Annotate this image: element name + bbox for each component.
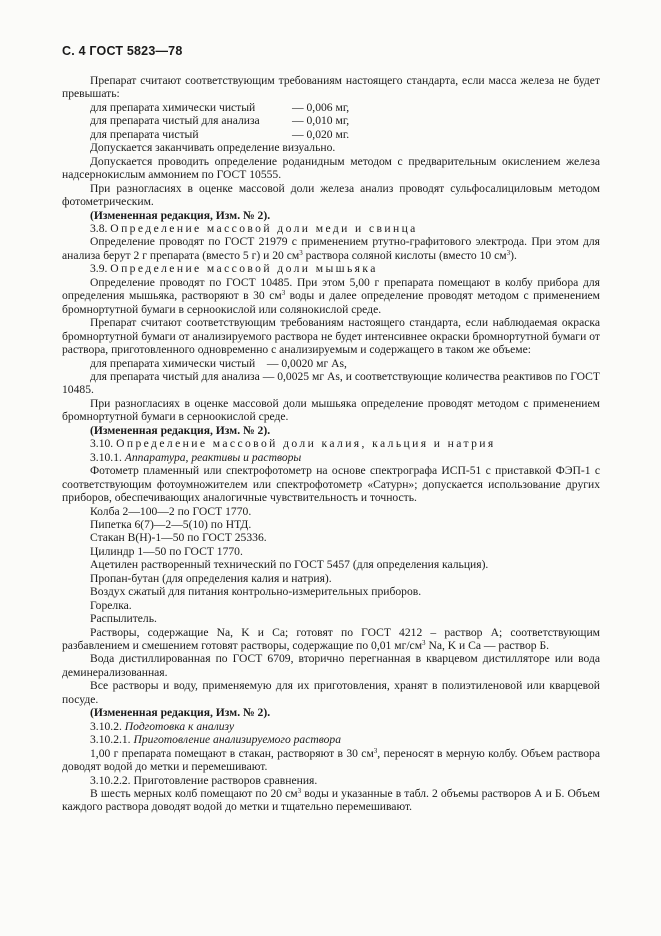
list-item: Стакан В(Н)-1—50 по ГОСТ 25336. bbox=[90, 531, 267, 545]
paragraph: Препарат считают соответствующим требованиям настоящего стандарта, если масса железа не будет превышать: bbox=[62, 74, 600, 101]
list-item: Ацетилен растворенный технический по ГОСТ 5457 (для определения кальция). bbox=[90, 558, 489, 572]
paragraph: При разногласиях в оценке массовой доли железа анализ проводят сульфосалициловым методом фотометрическим. bbox=[62, 181, 600, 209]
subsection-heading: 3.10.2.2. Приготовление растворов сравнения. bbox=[90, 773, 318, 787]
page-header: С. 4 ГОСТ 5823—78 bbox=[62, 44, 183, 58]
edition-note: (Измененная редакция, Изм. № 2). bbox=[90, 208, 271, 222]
list-item: Цилиндр 1—50 по ГОСТ 1770. bbox=[90, 544, 243, 558]
list-item: Распылитель. bbox=[90, 612, 157, 626]
section-heading: 3.10. Определение массовой доли калия, кальция и натрия bbox=[90, 437, 496, 451]
paragraph: для препарата чистый для анализа — 0,0025 мг As, и соответствующие количества реактивов по ГОСТ 10485. bbox=[62, 369, 600, 397]
paragraph: Растворы, содержащие Na, K и Ca; готовят по ГОСТ 4212 – раствор А; соответствующим разбавлением и смешением готовят растворы, содержащие по 0,01 $мг/см^3$ Na, K и Ca — раствор Б. bbox=[62, 625, 600, 653]
paragraph: В шесть мерных колб помещают по 20 $см^3$ воды и указанные в табл. 2 объемы растворов А и Б. Объем каждого раствора доводят водой до метки и тщательно перемешивают. bbox=[62, 787, 600, 814]
list-item: Пипетка 6(7)—2—5(10) по НТД. bbox=[90, 517, 252, 531]
paragraph: При разногласиях в оценке массовой доли мышьяка определение проводят методом с применением бромнортутной бумаги в серноокислой среде. bbox=[62, 396, 600, 424]
limit-row: для препарата химически чистый — 0,006 мг, bbox=[90, 100, 350, 114]
list-item: Воздух сжатый для питания контрольно-измерительных приборов. bbox=[90, 585, 422, 599]
limit-row: для препарата чистый для анализа — 0,010 мг, bbox=[90, 114, 350, 128]
section-heading: 3.9. Определение массовой доли мышьяка bbox=[90, 262, 378, 276]
paragraph: Определение проводят по ГОСТ 21979 с применением ртутно-графитового электрода. При этом для анализа берут 2 г препарата (вместо 5 г) и 20 $см^3$ раствора соляной кислоты (вместо 10 $см^3$). bbox=[62, 235, 600, 262]
paragraph: Определение проводят по ГОСТ 10485. При этом 5,00 г препарата помещают в колбу прибора для определения мышьяка, растворяют в 30 $см^3$ воды и далее определение проводят методом с применением бромнортутной бумаги в серноокислой или солянокислой среде. bbox=[62, 275, 601, 316]
paragraph: Препарат считают соответствующим требованиям настоящего стандарта, если наблюдаемая окраска бромнортутной бумаги от анализируемого раствора не будет интенсивнее окраски бромнортутной бумаги от раствора, приготовленного одновременно с анализируемым и содержащего в таком же объеме: bbox=[62, 316, 600, 357]
section-heading: 3.8. Определение массовой доли меди и свинца bbox=[90, 221, 418, 235]
subsection-heading: 3.10.2. Подготовка к анализу bbox=[90, 719, 235, 733]
paragraph: Фотометр пламенный или спектрофотометр на основе спектрографа ИСП-51 с приставкой ФЭП-1 с соответствующим фотоумножителем или спектрофотометр «Сатурн»; допускается использование других приборов, обеспечивающих аналогичные чувствительность и точность. bbox=[62, 464, 600, 505]
edition-note: (Измененная редакция, Изм. № 2). bbox=[90, 423, 271, 437]
paragraph: для препарата химически чистый — 0,0020 мг As, bbox=[90, 356, 347, 370]
list-item: Колба 2—100—2 по ГОСТ 1770. bbox=[90, 504, 252, 518]
list-item: Пропан-бутан (для определения калия и натрия). bbox=[90, 571, 332, 585]
paragraph: 1,00 г препарата помещают в стакан, растворяют в 30 $см^3$, переносят в мерную колбу. Объем раствора доводят водой до метки и перемешивают. bbox=[62, 746, 600, 774]
subsection-heading: 3.10.2.1. Приготовление анализируемого раствора bbox=[90, 733, 342, 747]
document-body bbox=[62, 74, 600, 814]
paragraph: Вода дистиллированная по ГОСТ 6709, вторично перегнанная в кварцевом дистилляторе или вода деминерализованная. bbox=[62, 652, 600, 679]
edition-note: (Измененная редакция, Изм. № 2). bbox=[90, 706, 271, 720]
list-item: Горелка. bbox=[90, 598, 132, 612]
paragraph: Допускается проводить определение роданидным методом с предварительным окислением железа надсернокислым аммонием по ГОСТ 10555. bbox=[62, 154, 600, 182]
subsection-heading: 3.10.1. Аппаратура, реактивы и растворы bbox=[90, 450, 302, 464]
paragraph: Все растворы и воду, применяемую для их приготовления, хранят в полиэтиленовой или кварцевой посуде. bbox=[62, 679, 600, 706]
paragraph: Допускается заканчивать определение визуально. bbox=[90, 141, 336, 155]
limit-row: для препарата чистый — 0,020 мг. bbox=[90, 127, 350, 141]
